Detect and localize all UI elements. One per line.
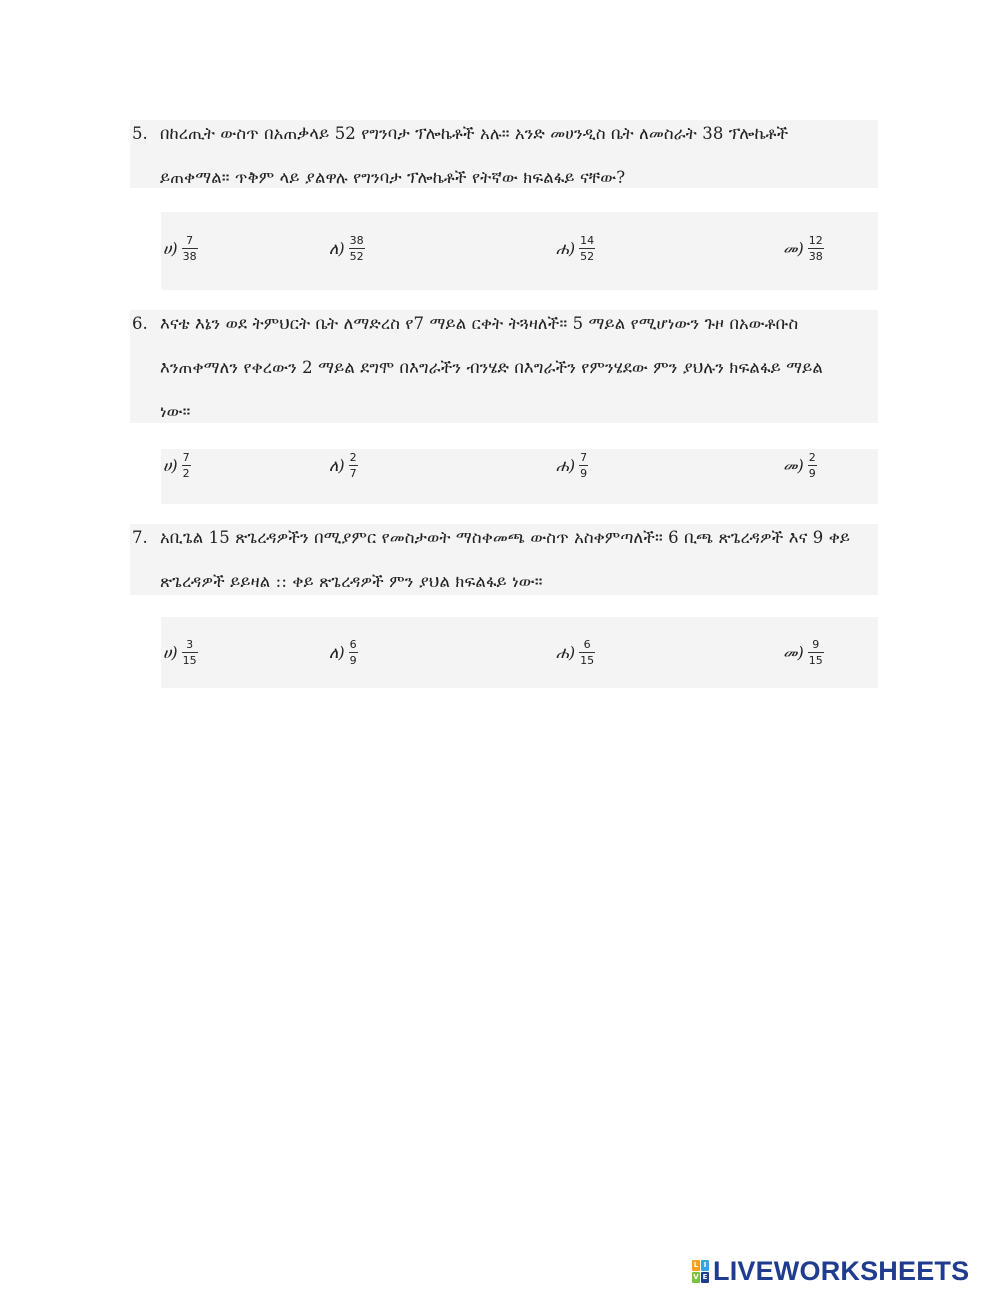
option-label: ሀ) xyxy=(163,642,178,662)
numerator: 6 xyxy=(583,638,591,651)
logo-tile-v: V xyxy=(693,1273,699,1281)
denominator: 38 xyxy=(808,250,823,263)
logo-tile-i: I xyxy=(701,1260,709,1271)
option-label: ሐ) xyxy=(556,642,576,662)
option-label: ሐ) xyxy=(556,238,576,258)
question-6-text-block xyxy=(130,310,878,423)
denominator: 15 xyxy=(580,654,595,667)
fraction xyxy=(182,638,198,667)
option-b[interactable] xyxy=(329,451,358,480)
option-d[interactable] xyxy=(783,638,824,667)
fraction xyxy=(182,451,191,480)
option-c[interactable] xyxy=(556,638,595,667)
denominator: 15 xyxy=(182,654,197,667)
liveworksheets-logo[interactable] xyxy=(692,1256,969,1287)
fraction xyxy=(579,234,595,263)
logo-text: LIVEWORKSHEETS xyxy=(713,1256,970,1286)
numerator: 7 xyxy=(182,451,190,464)
question-line: ነው። xyxy=(160,402,191,421)
question-number: 7. xyxy=(132,528,148,547)
option-label: ሀ) xyxy=(163,238,178,258)
question-7-text-block xyxy=(130,524,878,595)
question-7-options xyxy=(161,617,878,688)
option-label: መ) xyxy=(783,642,804,662)
numerator: 6 xyxy=(349,638,357,651)
option-a[interactable] xyxy=(163,234,198,263)
option-label: ለ) xyxy=(329,455,345,475)
question-line: ይጠቀማል። ጥቅም ላይ ያልዋሉ የግንባታ ፕሎኬቶች የትኛው ክፍልፋይ ናቸው? xyxy=(160,168,626,187)
denominator: 9 xyxy=(580,467,588,480)
question-line: ጽጌረዳዎች ይይዛል :: ቀይ ጽጌረዳዎች ምን ያህል ክፍልፋይ ነው። xyxy=(160,572,543,591)
question-5-text-block xyxy=(130,120,878,188)
option-label: ለ) xyxy=(329,642,345,662)
question-line: በከረጢት ውስጥ በአጠቃላይ 52 የግንባታ ፕሎኬቶች አሉ። አንድ መሀንዲስ ቤት ለመስራት 38 ፕሎኬቶች xyxy=(160,124,789,143)
fraction xyxy=(182,234,198,263)
option-label: መ) xyxy=(783,455,804,475)
option-d[interactable] xyxy=(783,451,817,480)
fraction xyxy=(808,638,824,667)
fraction xyxy=(579,451,588,480)
option-a[interactable] xyxy=(163,451,191,480)
option-label: ሐ) xyxy=(556,455,576,475)
denominator: 52 xyxy=(349,250,364,263)
liveworksheets-logo-icon xyxy=(692,1260,710,1284)
question-6-options xyxy=(161,449,878,504)
fraction xyxy=(808,451,817,480)
numerator: 3 xyxy=(186,638,194,651)
fraction xyxy=(349,451,358,480)
numerator: 2 xyxy=(808,451,816,464)
fraction xyxy=(808,234,824,263)
option-c[interactable] xyxy=(556,234,595,263)
numerator: 12 xyxy=(808,234,823,247)
denominator: 2 xyxy=(182,467,190,480)
denominator: 7 xyxy=(349,467,357,480)
question-line: እንጠቀማለን የቀረውን 2 ማይል ደግሞ በእግራችን ብንሄድ በእግራችን የምንሄደው ምን ያህሉን ክፍልፋይ ማይል xyxy=(160,358,823,377)
denominator: 9 xyxy=(808,467,816,480)
option-c[interactable] xyxy=(556,451,588,480)
denominator: 15 xyxy=(808,654,823,667)
option-b[interactable] xyxy=(329,234,365,263)
fraction xyxy=(349,234,365,263)
option-d[interactable] xyxy=(783,234,824,263)
numerator: 38 xyxy=(349,234,364,247)
question-5-options xyxy=(161,212,878,290)
numerator: 7 xyxy=(186,234,194,247)
numerator: 7 xyxy=(580,451,588,464)
question-line: እናቴ እኔን ወደ ትምህርት ቤት ለማድረስ የ7 ማይል ርቀት ትጓዛለች። 5 ማይል የሚሆነውን ጉዞ በአውቶቡስ xyxy=(160,314,799,333)
logo-tile-l: L xyxy=(693,1261,699,1269)
option-label: መ) xyxy=(783,238,804,258)
numerator: 14 xyxy=(580,234,595,247)
option-label: ሀ) xyxy=(163,455,178,475)
question-number: 6. xyxy=(132,314,148,333)
denominator: 9 xyxy=(349,654,357,667)
logo-tile-e: E xyxy=(702,1273,708,1281)
fraction xyxy=(349,638,358,667)
fraction xyxy=(579,638,595,667)
question-line: አቢጌል 15 ጽጌረዳዎችን በሚያምር የመስታወት ማስቀመጫ ውስጥ አስቀምጣለች። 6 ቢጫ ጽጌረዳዎች እና 9 ቀይ xyxy=(160,528,851,547)
question-number: 5. xyxy=(132,124,148,143)
option-b[interactable] xyxy=(329,638,358,667)
option-label: ለ) xyxy=(329,238,345,258)
numerator: 2 xyxy=(349,451,357,464)
numerator: 9 xyxy=(812,638,820,651)
denominator: 52 xyxy=(580,250,595,263)
denominator: 38 xyxy=(182,250,197,263)
option-a[interactable] xyxy=(163,638,198,667)
